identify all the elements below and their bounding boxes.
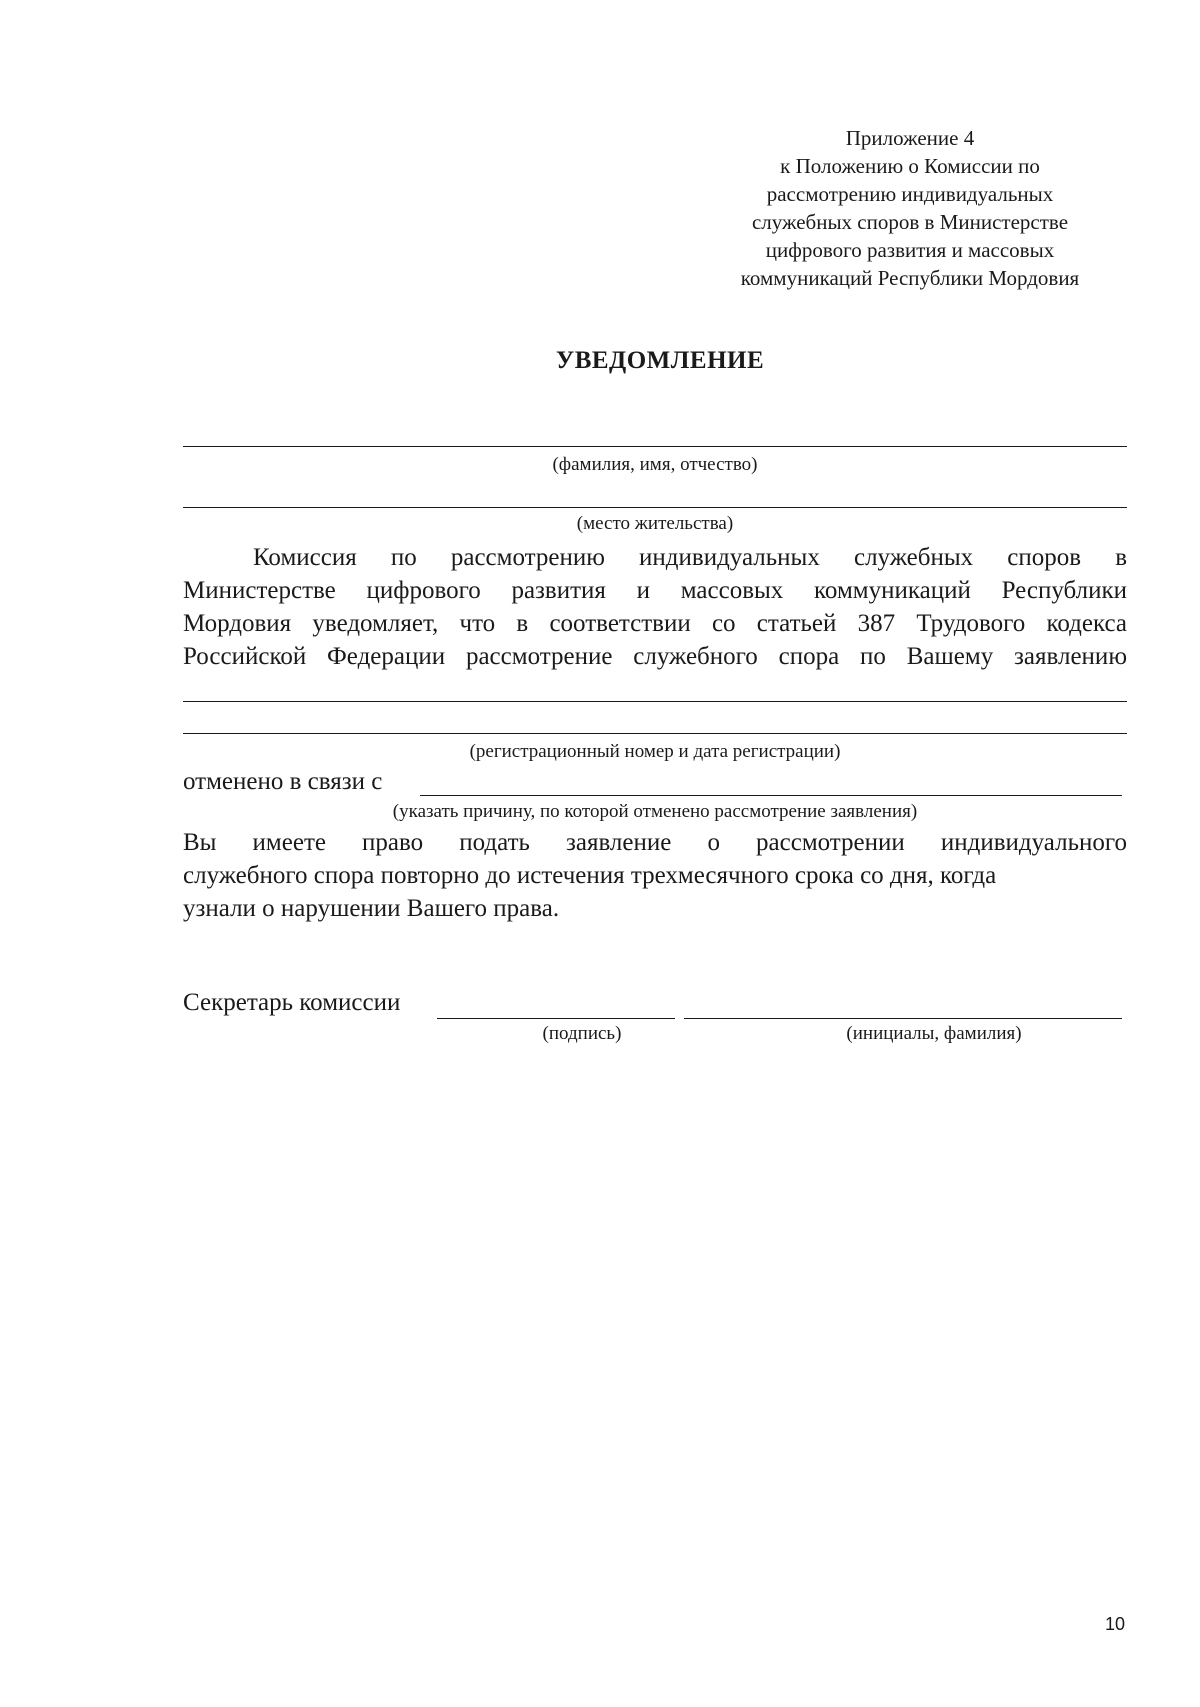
registration-field-line-2 [183, 733, 1127, 734]
name-field-line [684, 1018, 1122, 1019]
residence-field-line [183, 507, 1127, 508]
appendix-line: рассмотрению индивидуальных [766, 182, 1054, 206]
paragraph-line: узнали о нарушении Вашего права. [183, 895, 560, 922]
paragraph-line: Российской Федерации рассмотрение служебного спора по Вашему заявлению [183, 643, 1127, 670]
document-title: УВЕДОМЛЕНИЕ [555, 347, 765, 374]
paragraph-line: Министерстве цифрового развития и массовых коммуникаций Республики [183, 577, 1127, 604]
fio-field-line [183, 446, 1127, 447]
appendix-header [700, 124, 1120, 292]
reason-caption: (указать причину, по которой отменено рассмотрение заявления) [392, 801, 918, 822]
paragraph-line: Комиссия по рассмотрению индивидуальных служебных споров в [253, 544, 1127, 571]
notice-paragraph [183, 541, 1127, 673]
rights-paragraph [183, 826, 1127, 925]
signature-caption: (подпись) [542, 1023, 622, 1044]
paragraph-line: служебного спора повторно до истечения трехмесячного срока со дня, когда [183, 862, 997, 889]
signature-field-line [437, 1018, 675, 1019]
appendix-line: Приложение 4 [845, 126, 975, 150]
reason-field-line [420, 795, 1122, 796]
fio-caption: (фамилия, имя, отчество) [552, 454, 758, 475]
registration-caption: (регистрационный номер и дата регистрации) [469, 741, 841, 762]
appendix-line: цифрового развития и массовых [765, 238, 1055, 262]
secretary-label: Секретарь комиссии [183, 989, 401, 1016]
appendix-line: служебных споров в Министерстве [751, 210, 1069, 234]
residence-caption: (место жительства) [576, 513, 734, 534]
cancelled-label: отменено в связи с [183, 768, 383, 795]
appendix-line: коммуникаций Республики Мордовия [740, 266, 1080, 290]
registration-field-line-1 [183, 701, 1127, 702]
page-number: 10 [1105, 1614, 1126, 1634]
paragraph-line: Вы имеете право подать заявление о рассмотрении индивидуального [183, 829, 1127, 856]
name-caption: (инициалы, фамилия) [846, 1023, 1022, 1044]
appendix-line: к Положению о Комиссии по [780, 154, 1040, 178]
paragraph-line: Мордовия уведомляет, что в соответствии со статьей 387 Трудового кодекса [183, 610, 1127, 637]
